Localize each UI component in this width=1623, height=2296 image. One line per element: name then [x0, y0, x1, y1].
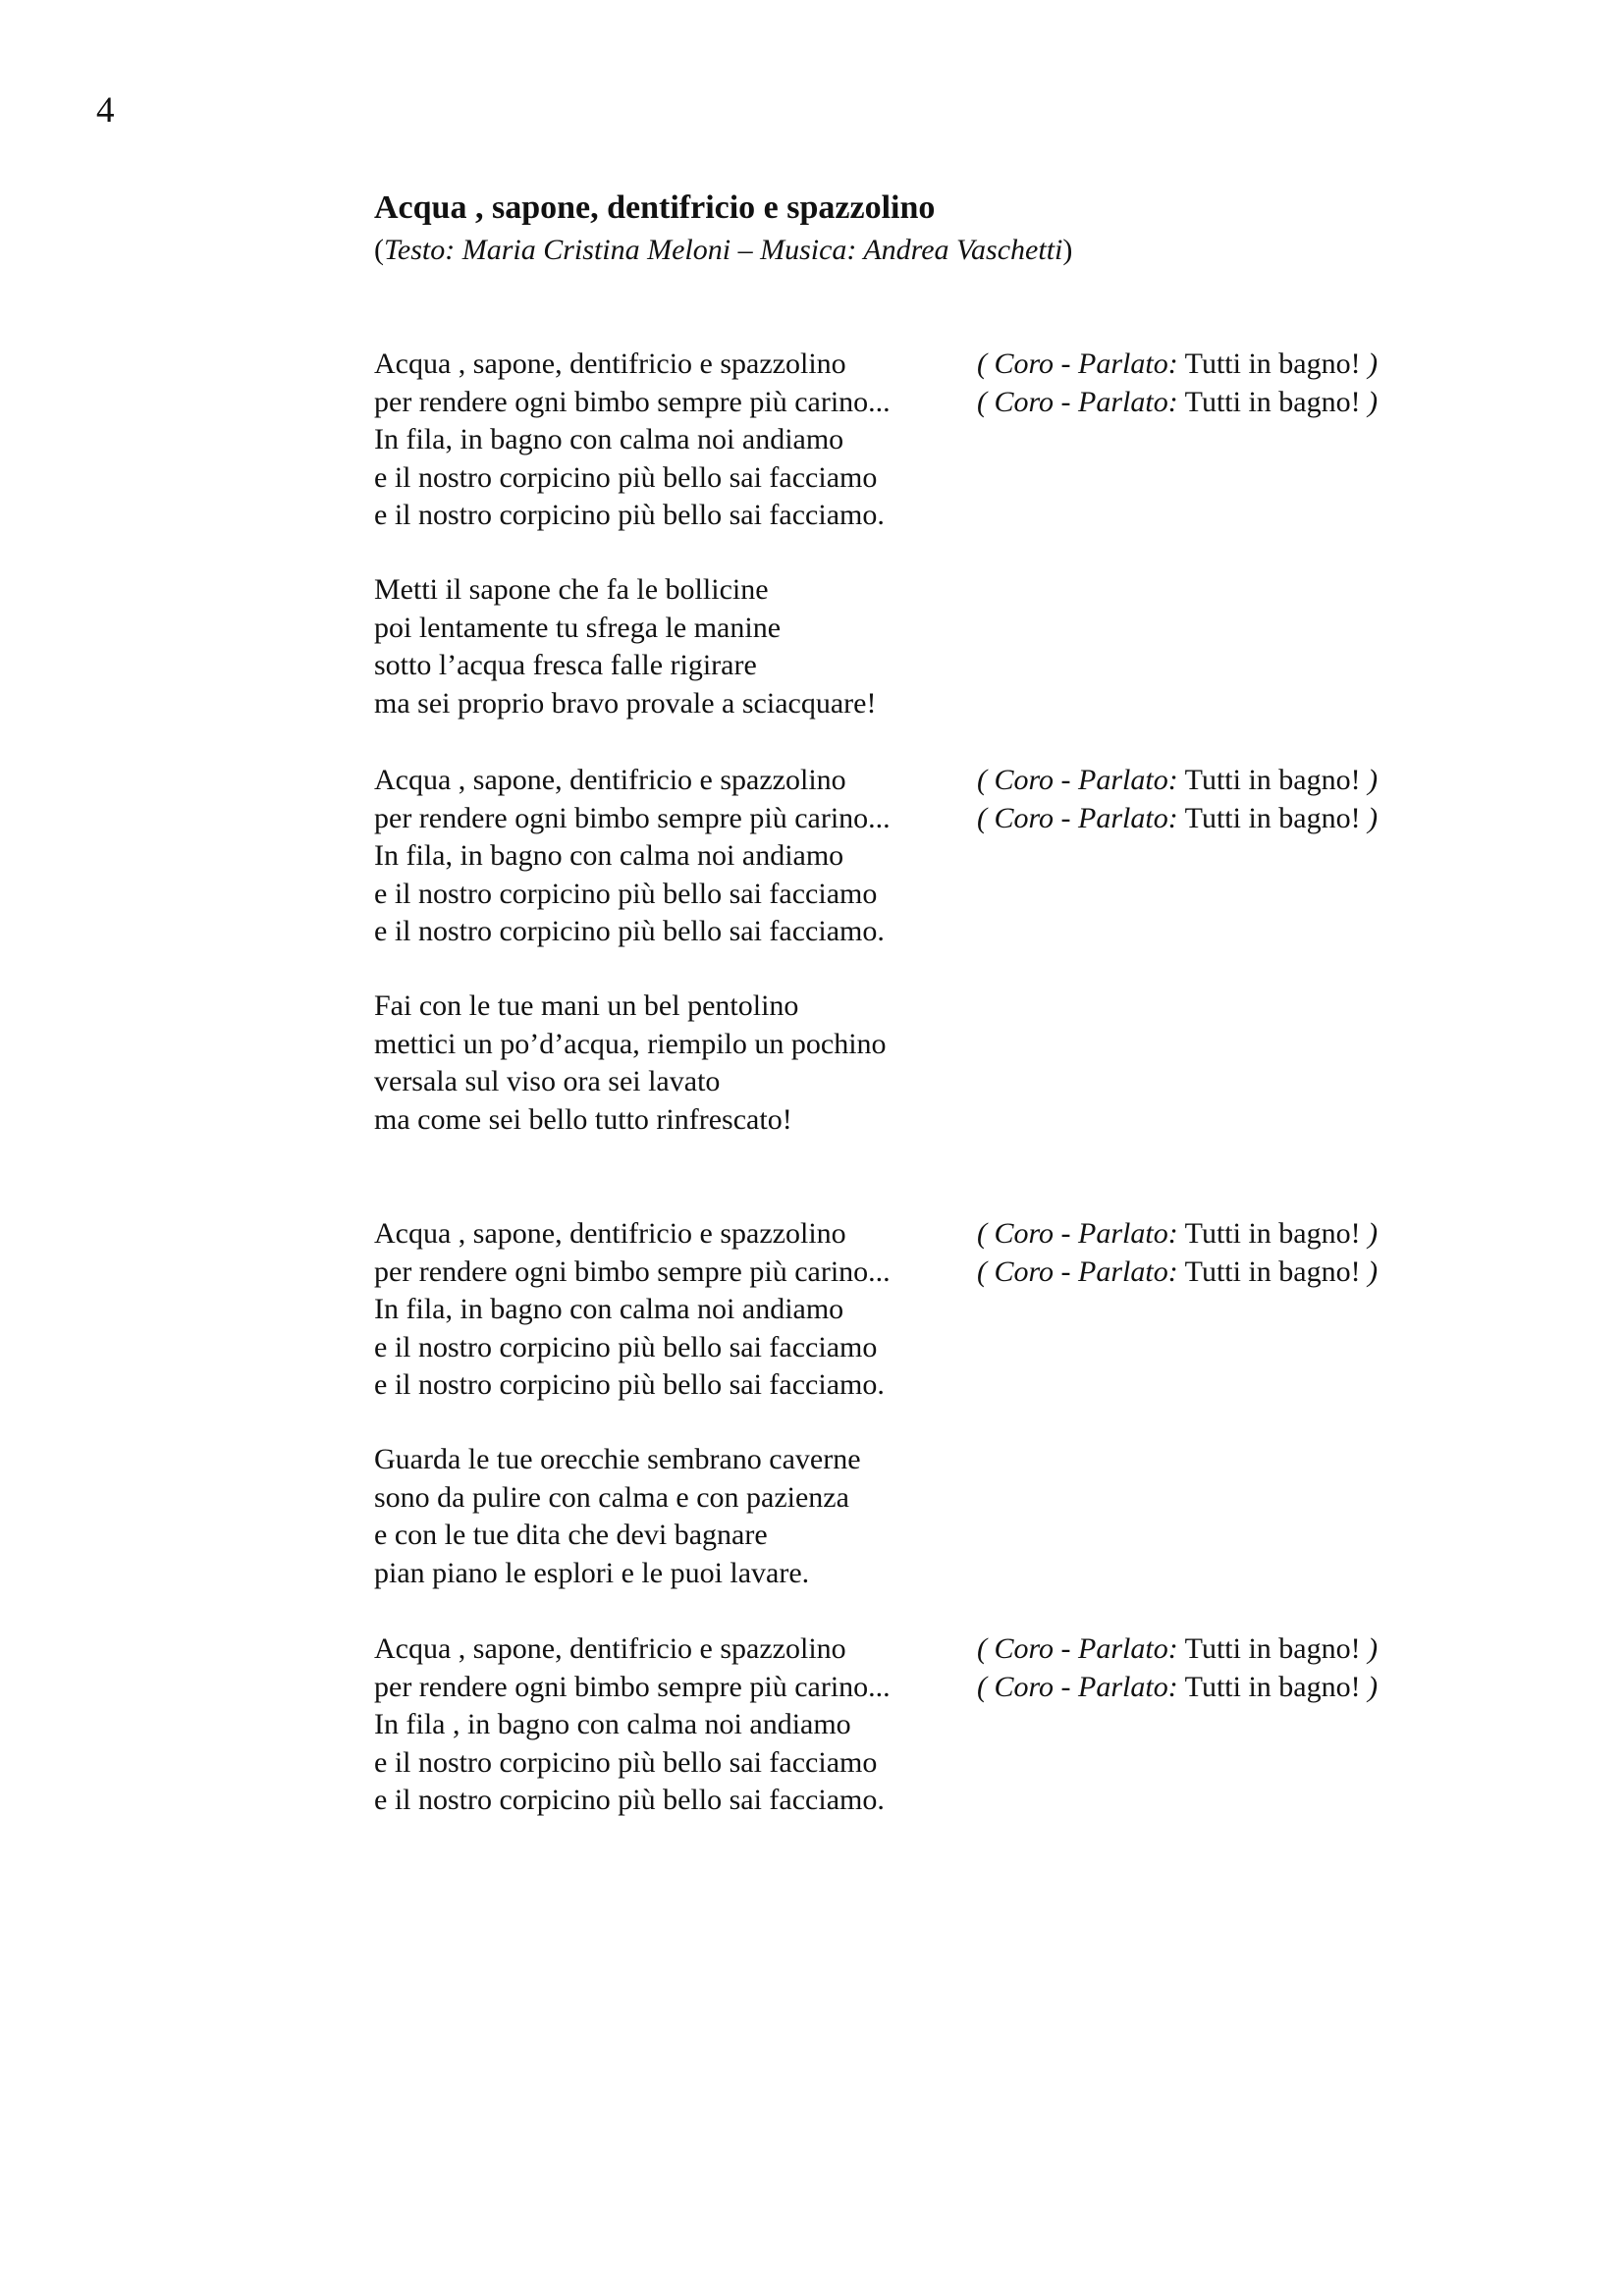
lyric-line: [374, 421, 1474, 459]
spoken-cue-close: ): [1360, 764, 1379, 796]
lyric-text: In fila, in bagno con calma noi andiamo: [374, 839, 844, 873]
spoken-cue-close: ): [1360, 1632, 1379, 1665]
chorus-stanza: [374, 1630, 1474, 1820]
lyric-line: [374, 1366, 1474, 1405]
spoken-cue-text: Tutti in bagno!: [1177, 1632, 1361, 1665]
lyric-text: per rendere ogni bimbo sempre più carino...: [374, 1255, 891, 1288]
lyric-text: sono da pulire con calma e con pazienza: [374, 1480, 849, 1514]
lyric-text: e il nostro corpicino più bello sai facciamo: [374, 1330, 878, 1363]
lyric-line: [374, 837, 1474, 876]
spoken-cue-label: ( Coro - Parlato:: [977, 801, 1178, 834]
lyric-text: per rendere ogni bimbo sempre più carino...: [374, 385, 891, 418]
lyric-text: versala sul viso ora sei lavato: [374, 1065, 721, 1098]
verse-stanza: [374, 988, 1474, 1139]
verse-stanza: [374, 571, 1474, 722]
credits-text: Testo: Maria Cristina Meloni – Musica: Andrea Vaschetti: [384, 234, 1063, 266]
lyric-line: [374, 876, 1474, 914]
spoken-cue: [977, 1215, 1378, 1254]
lyric-line: [374, 1254, 1474, 1292]
lyric-line: [374, 913, 1474, 951]
spoken-cue-label: ( Coro - Parlato:: [977, 1632, 1178, 1665]
song-title: Acqua , sapone, dentifricio e spazzolino: [374, 189, 936, 226]
spoken-cue: [977, 762, 1378, 800]
lyric-text: Fai con le tue mani un bel pentolino: [374, 989, 799, 1022]
spoken-cue-label: ( Coro - Parlato:: [977, 385, 1178, 418]
lyric-text: Acqua , sapone, dentifricio e spazzolino: [374, 1217, 846, 1250]
lyric-text: per rendere ogni bimbo sempre più carino...: [374, 1670, 891, 1703]
song-credits: [374, 231, 1072, 270]
chorus-stanza: [374, 762, 1474, 951]
lyric-line: [374, 647, 1474, 685]
lyric-line: [374, 1744, 1474, 1783]
lyric-text: ma sei proprio bravo provale a sciacquare!: [374, 686, 877, 720]
page-number: 4: [96, 90, 115, 131]
lyric-line: [374, 1479, 1474, 1518]
lyric-line: [374, 1630, 1474, 1669]
spoken-cue-text: Tutti in bagno!: [1177, 801, 1361, 834]
lyric-line: [374, 497, 1474, 535]
lyric-text: per rendere ogni bimbo sempre più carino...: [374, 801, 891, 834]
lyric-text: e il nostro corpicino più bello sai facciamo.: [374, 1784, 885, 1817]
spoken-cue-close: ): [1360, 1670, 1379, 1703]
lyric-line: [374, 1669, 1474, 1707]
lyric-line: [374, 685, 1474, 723]
spoken-cue-label: ( Coro - Parlato:: [977, 1255, 1178, 1288]
lyric-text: mettici un po’d’acqua, riempilo un pochino: [374, 1027, 887, 1060]
lyric-text: In fila, in bagno con calma noi andiamo: [374, 1293, 844, 1326]
spoken-cue: [977, 346, 1378, 384]
lyric-text: e il nostro corpicino più bello sai facciamo.: [374, 499, 885, 532]
lyric-line: [374, 1215, 1474, 1254]
lyric-text: Acqua , sapone, dentifricio e spazzolino: [374, 764, 846, 796]
lyric-line: [374, 1329, 1474, 1367]
spoken-cue-label: ( Coro - Parlato:: [977, 764, 1178, 796]
spoken-cue-close: ): [1360, 385, 1379, 418]
spoken-cue-text: Tutti in bagno!: [1177, 385, 1361, 418]
spoken-cue-close: ): [1360, 801, 1379, 834]
lyric-text: e il nostro corpicino più bello sai facciamo.: [374, 1368, 885, 1402]
lyric-line: [374, 384, 1474, 422]
song-header: [374, 186, 1072, 270]
spoken-cue-close: ): [1360, 1217, 1379, 1250]
spoken-cue: [977, 800, 1378, 838]
spoken-cue-label: ( Coro - Parlato:: [977, 1670, 1178, 1703]
lyric-line: [374, 1555, 1474, 1593]
lyric-text: pian piano le esplori e le puoi lavare.: [374, 1556, 810, 1589]
lyric-line: [374, 1517, 1474, 1555]
lyric-line: [374, 1026, 1474, 1064]
lyric-text: In fila, in bagno con calma noi andiamo: [374, 423, 844, 456]
spoken-cue: [977, 384, 1378, 422]
spoken-cue-text: Tutti in bagno!: [1177, 1670, 1361, 1703]
spoken-cue: [977, 1254, 1378, 1292]
lyric-text: e con le tue dita che devi bagnare: [374, 1519, 768, 1552]
spoken-cue: [977, 1630, 1378, 1669]
spoken-cue-close: ): [1360, 1255, 1379, 1288]
lyric-line: [374, 1063, 1474, 1101]
spoken-cue-label: ( Coro - Parlato:: [977, 1217, 1178, 1250]
verse-stanza: [374, 1441, 1474, 1592]
lyric-line: [374, 1782, 1474, 1820]
lyric-line: [374, 800, 1474, 838]
chorus-stanza: [374, 1215, 1474, 1405]
lyric-text: e il nostro corpicino più bello sai facciamo: [374, 1745, 878, 1779]
lyric-line: [374, 1291, 1474, 1329]
chorus-stanza: [374, 346, 1474, 535]
spoken-cue-text: Tutti in bagno!: [1177, 1217, 1361, 1250]
lyric-line: [374, 610, 1474, 648]
lyric-line: [374, 762, 1474, 800]
lyric-text: Acqua , sapone, dentifricio e spazzolino: [374, 347, 846, 380]
lyric-line: [374, 1101, 1474, 1140]
spoken-cue-text: Tutti in bagno!: [1177, 347, 1361, 380]
lyric-text: Metti il sapone che fa le bollicine: [374, 573, 769, 606]
lyric-text: e il nostro corpicino più bello sai facciamo.: [374, 915, 885, 948]
lyric-line: [374, 988, 1474, 1026]
lyric-text: Guarda le tue orecchie sembrano caverne: [374, 1443, 861, 1475]
spoken-cue-close: ): [1360, 347, 1379, 380]
credits-close-paren: ): [1062, 234, 1073, 266]
credits-open-paren: (: [374, 234, 384, 266]
spoken-cue-text: Tutti in bagno!: [1177, 1255, 1361, 1288]
lyric-line: [374, 1706, 1474, 1744]
lyric-text: poi lentamente tu sfrega le manine: [374, 611, 782, 644]
lyric-line: [374, 571, 1474, 610]
lyric-text: In fila , in bagno con calma noi andiamo: [374, 1708, 851, 1741]
lyric-text: ma come sei bello tutto rinfrescato!: [374, 1102, 792, 1136]
spoken-cue: [977, 1669, 1378, 1707]
lyric-text: e il nostro corpicino più bello sai facciamo: [374, 460, 878, 494]
lyric-line: [374, 459, 1474, 498]
lyric-text: sotto l’acqua fresca falle rigirare: [374, 649, 757, 682]
spoken-cue-text: Tutti in bagno!: [1177, 764, 1361, 796]
spoken-cue-label: ( Coro - Parlato:: [977, 347, 1178, 380]
lyric-text: Acqua , sapone, dentifricio e spazzolino: [374, 1632, 846, 1665]
lyric-line: [374, 346, 1474, 384]
lyric-text: e il nostro corpicino più bello sai facciamo: [374, 877, 878, 910]
lyric-line: [374, 1441, 1474, 1479]
